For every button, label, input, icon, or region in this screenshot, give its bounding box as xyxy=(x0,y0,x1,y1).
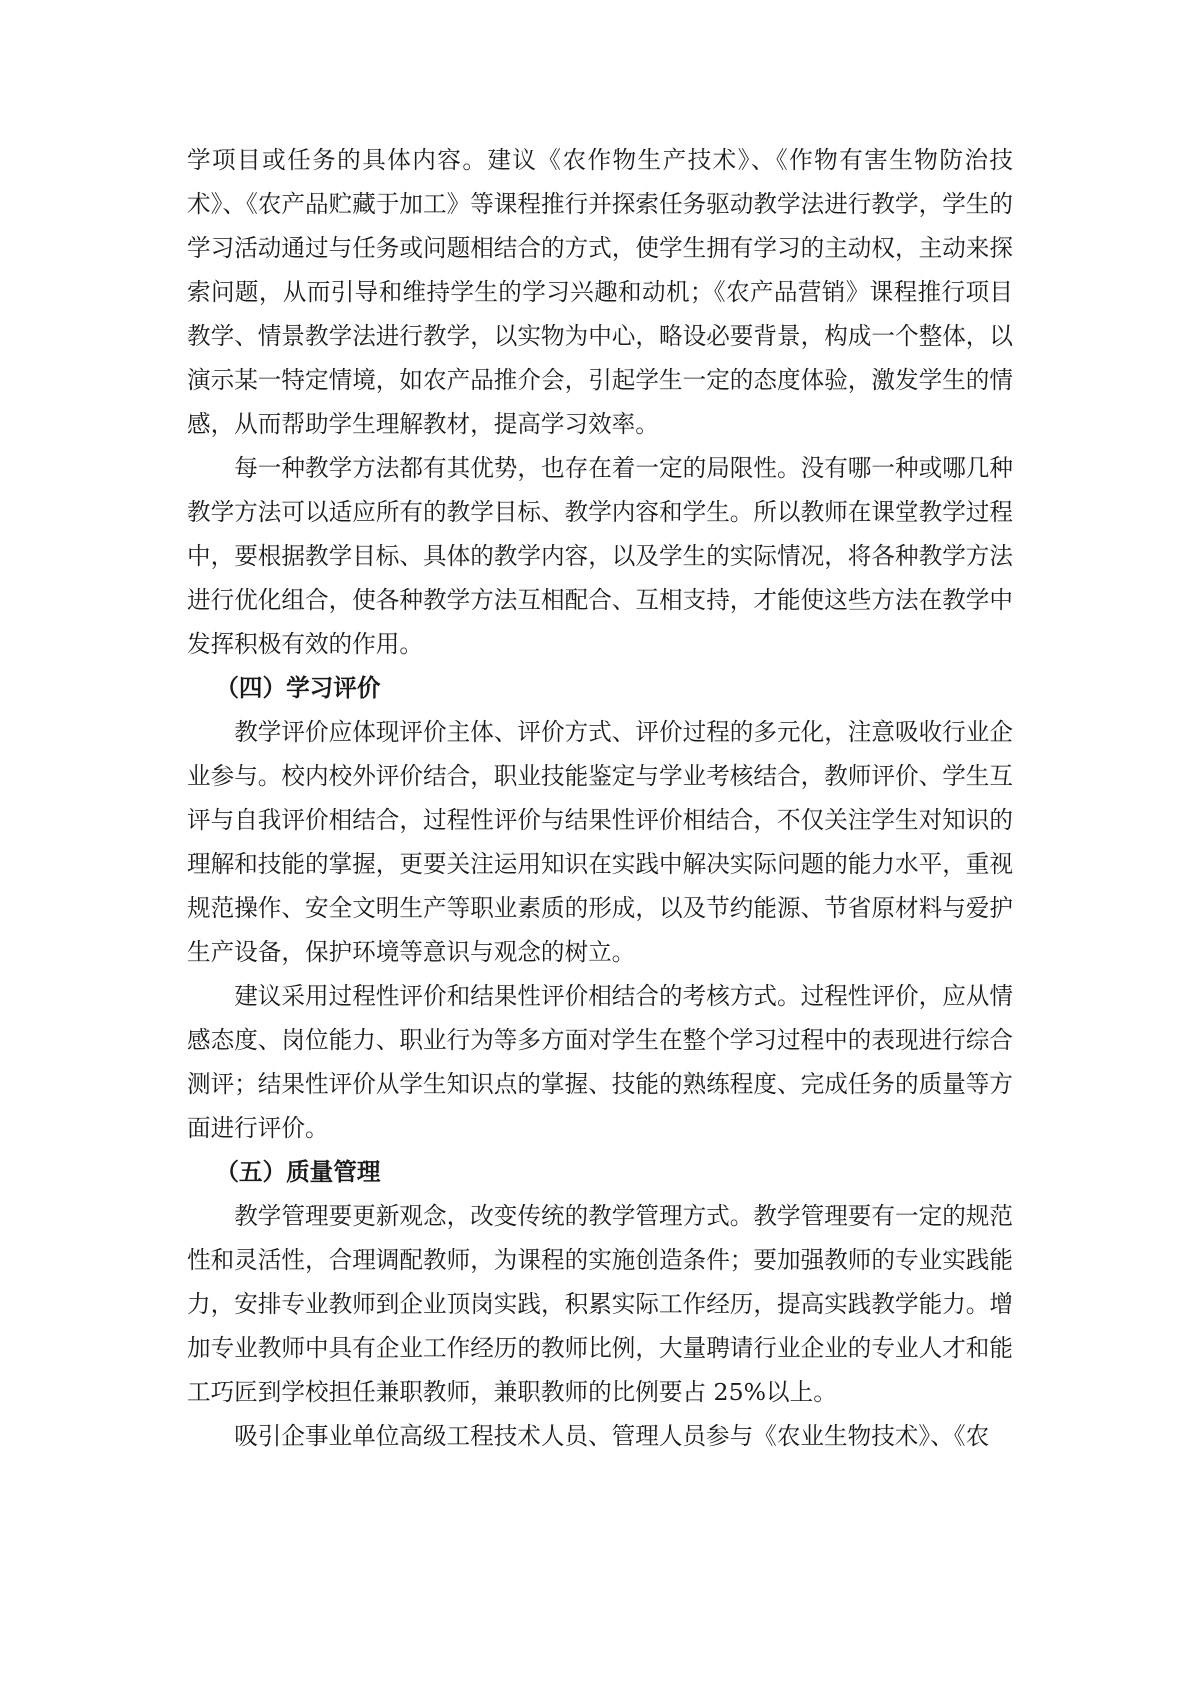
paragraph-evaluation: 教学评价应体现评价主体、评价方式、评价过程的多元化，注意吸收行业企业参与。校内校外评价结合，职业技能鉴定与学业考核结合，教师评价、学生互评与自我评价相结合，过程性评价与结果性评价相结合，不仅关注学生对知识的理解和技能的掌握，更要关注运用知识在实践中解决实际问题的能力水平，重视规范操作、安全文明生产等职业素质的形成，以及节约能源、节省原材料与爱护生产设备，保护环境等意识与观念的树立。 xyxy=(187,718,1013,966)
paragraph-assessment-method: 建议采用过程性评价和结果性评价相结合的考核方式。过程性评价，应从情感态度、岗位能力、职业行为等多方面对学生在整个学习过程中的表现进行综合测评；结果性评价从学生知识点的掌握、技能的熟练程度、完成任务的质量等方面进行评价。 xyxy=(187,982,1013,1142)
section-heading-learning-evaluation: （四）学习评价 xyxy=(215,674,381,702)
paragraph-teaching-methods: 每一种教学方法都有其优势，也存在着一定的局限性。没有哪一种或哪几种教学方法可以适应所有的教学目标、教学内容和学生。所以教师在课堂教学过程中，要根据教学目标、具体的教学内容，以及学生的实际情况，将各种教学方法进行优化组合，使各种教学方法互相配合、互相支持，才能使这些方法在教学中发挥积极有效的作用。 xyxy=(187,454,1013,658)
document-body xyxy=(187,138,1013,1458)
paragraph-continuation: 学项目或任务的具体内容。建议《农作物生产技术》、《作物有害生物防治技术》、《农产品贮藏于加工》等课程推行并探索任务驱动教学法进行教学，学生的学习活动通过与任务或问题相结合的方式，使学生拥有学习的主动权，主动来探索问题，从而引导和维持学生的学习兴趣和动机；《农产品营销》课程推行项目教学、情景教学法进行教学，以实物为中心，略设必要背景，构成一个整体，以演示某一特定情境，如农产品推介会，引起学生一定的态度体验，激发学生的情感，从而帮助学生理解教材，提高学习效率。 xyxy=(187,146,1013,438)
paragraph-enterprise-participation: 吸引企事业单位高级工程技术人员、管理人员参与《农业生物技术》、《农 xyxy=(234,1422,990,1450)
paragraph-teaching-management: 教学管理要更新观念，改变传统的教学管理方式。教学管理要有一定的规范性和灵活性，合理调配教师，为课程的实施创造条件；要加强教师的专业实践能力，安排专业教师到企业顶岗实践，积累实际工作经历，提高实践教学能力。增加专业教师中具有企业工作经历的教师比例，大量聘请行业企业的专业人才和能工巧匠到学校担任兼职教师，兼职教师的比例要占 25%以上。 xyxy=(187,1202,1013,1406)
section-heading-quality-management: （五）质量管理 xyxy=(215,1158,381,1186)
